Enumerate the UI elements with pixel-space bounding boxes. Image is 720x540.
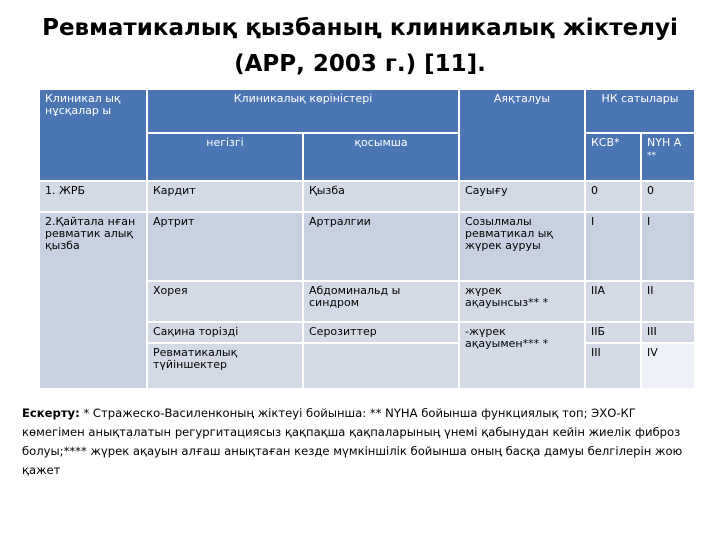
- cell-nyha: IV: [641, 343, 694, 389]
- cell-variant: 1. ЖРБ: [39, 181, 147, 212]
- cell-ksv: IIА: [585, 281, 641, 323]
- cell-additional: [303, 343, 459, 389]
- header-hf-stages: НК сатылары: [585, 89, 694, 133]
- header-main: негізгі: [147, 133, 303, 181]
- cell-ksv: I: [585, 212, 641, 281]
- cell-main: Артрит: [147, 212, 303, 281]
- cell-nyha: III: [641, 322, 694, 343]
- title-line-1: Ревматикалық қызбаның клиникалық жіктелуі: [42, 15, 678, 41]
- header-manifestations: Клиникалық көріністері: [147, 89, 459, 133]
- cell-nyha: I: [641, 212, 694, 281]
- header-additional: қосымша: [303, 133, 459, 181]
- table-row: [39, 181, 694, 212]
- cell-nyha: II: [641, 281, 694, 323]
- header-outcome: Аяқталуы: [459, 89, 585, 181]
- title-line-2: (АРР, 2003 г.) [11].: [234, 51, 486, 77]
- header-variants: Клиникал ық нұсқалар ы: [39, 89, 147, 181]
- page-title: [0, 10, 720, 82]
- cell-additional: Абдоминальд ы синдром: [303, 281, 459, 323]
- cell-main: Ревматикалық түйіншектер: [147, 343, 303, 389]
- cell-outcome: Созылмалы ревматикал ық жүрек ауруы: [459, 212, 585, 281]
- cell-outcome: жүрек ақауынсыз** *: [459, 281, 585, 323]
- cell-additional: Серозиттер: [303, 322, 459, 343]
- cell-ksv: III: [585, 343, 641, 389]
- header-nyha-label: NYH A: [647, 135, 682, 149]
- cell-main: Кардит: [147, 181, 303, 212]
- classification-table: [38, 88, 694, 390]
- header-nyha: [641, 133, 694, 181]
- cell-main: Сақина торізді: [147, 322, 303, 343]
- footnote: [22, 404, 702, 480]
- cell-ksv: IIБ: [585, 322, 641, 343]
- cell-additional: Қызба: [303, 181, 459, 212]
- header-nyha-mark: **: [647, 150, 656, 161]
- cell-nyha: 0: [641, 181, 694, 212]
- cell-main: Хорея: [147, 281, 303, 323]
- cell-ksv: 0: [585, 181, 641, 212]
- footnote-text: * Стражеско-Василенконың жіктеуі бойынша: ** NYHA бойынша функциялық топ; ЭХО-КГ көмегімен анықталатын регургитациясыз қақпақша қақпаларының үнемі қабынудан кейін жиелік фиброз болуы;**** жүрек ақауын алғаш анықтаған кезде мүмкіншілік бойынша оның басқа дамуы белгілерін жою қажет: [22, 406, 683, 477]
- cell-outcome: Сауығу: [459, 181, 585, 212]
- cell-outcome: -жүрек ақауымен*** *: [459, 322, 585, 389]
- cell-variant: 2.Қайтала нған ревматик алық қызба: [39, 212, 147, 389]
- footnote-label: Ескерту:: [22, 406, 80, 420]
- cell-additional: Артралгии: [303, 212, 459, 281]
- header-ksv: КСВ*: [585, 133, 641, 181]
- table-row: [39, 212, 694, 281]
